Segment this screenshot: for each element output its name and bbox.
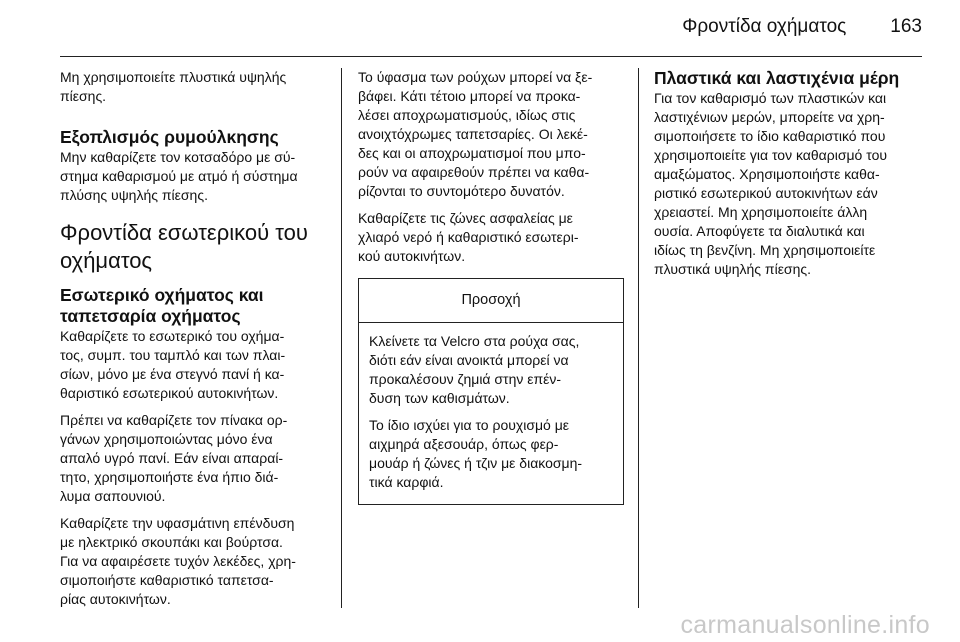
column-2 [358, 68, 624, 505]
column-3 [654, 68, 922, 287]
column-divider-2 [638, 68, 639, 608]
section-title: Φροντίδα εσωτερικού του οχήματος [60, 220, 308, 273]
header-rule [60, 56, 922, 57]
caution-box [358, 278, 624, 505]
watermark: carmanualsonline.info [680, 611, 930, 639]
fabric-paragraph: Το ύφασμα των ρούχων μπορεί να ξε- βάφει. Κάτι τέτοιο μπορεί να προκα- λέσει αποχρωματισμούς, ιδίως στις ανοιχτόχρωμες ταπετσαρίες. Οι λεκέ- δες και οι αποχρωματισμοί που μπο- ρούν να αφαιρεθούν πρέπει να καθα- ρίζονται το συντομότερο δυνατόν. [358, 69, 593, 199]
caution-paragraph-1: Κλείνετε τα Velcro στα ρούχα σας, διότι εάν είναι ανοικτά μπορεί να προκαλέσουν ζημιά στην επέν- δυση των καθισμάτων. [369, 333, 580, 406]
interior-paragraph-3: Καθαρίζετε την υφασμάτινη επένδυση με ηλεκτρικό σκουπάκι και βούρτσα. Για να αφαιρέσετε τυχόν λεκέδες, χρη- σιμοποιήστε καθαριστικό ταπετσα- ρίας αυτοκινήτων. [60, 515, 296, 607]
page-number: 163 [890, 16, 922, 37]
seatbelt-paragraph: Καθαρίζετε τις ζώνες ασφαλείας με χλιαρό νερό ή καθαριστικό εσωτερι- κού αυτοκινήτων. [358, 210, 579, 264]
caution-title: Προσοχή [359, 279, 623, 323]
interior-paragraph-2: Πρέπει να καθαρίζετε τον πίνακα ορ- γάνων χρησιμοποιώντας μόνο ένα απαλό υγρό πανί. Εάν είναι απαραί- τητο, χρησιμοποιήστε ένα ήπιο διά- λυμα σαπουνιού. [60, 412, 288, 504]
plastic-heading: Πλαστικά και λαστιχένια μέρη [654, 68, 900, 88]
page-header [682, 16, 922, 38]
caution-paragraph-2: Το ίδιο ισχύει για το ρουχισμό με αιχμηρά αξεσουάρ, όπως φερ- μουάρ ή ζώνες ή τζιν με διακοσμη- τικά καρφιά. [369, 417, 583, 490]
column-1 [60, 68, 328, 617]
interior-heading: Εσωτερικό οχήματος και ταπετσαρία οχήματος [60, 285, 264, 326]
column-divider-1 [341, 68, 342, 608]
header-title: Φροντίδα οχήματος [682, 16, 847, 37]
caution-body [359, 323, 623, 504]
towing-paragraph: Μην καθαρίζετε τον κοτσαδόρο με σύ- στημα καθαρισμού με ατμό ή σύστημα πλύσης υψηλής πίεσης. [60, 149, 298, 203]
intro-paragraph: Μη χρησιμοποιείτε πλυστικά υψηλής πίεσης. [60, 69, 287, 104]
towing-heading: Εξοπλισμός ρυμούλκησης [60, 127, 279, 147]
plastic-paragraph: Για τον καθαρισμό των πλαστικών και λαστιχένιων μερών, μπορείτε να χρη- σιμοποιήσετε το ίδιο καθαριστικό που χρησιμοποιείτε για τον καθαρισμό του αμαξώματος. Χρησιμοποιήστε καθα- ριστικό εσωτερικού αυτοκινήτων εάν χρειαστεί. Μη χρησιμοποιείτε άλλη ουσία. Αποφύγετε τα διαλυτικά και ιδίως τη βενζίνη. Μη χρησιμοποιείτε πλυστικά υψηλής πίεσης. [654, 90, 888, 277]
interior-paragraph-1: Καθαρίζετε το εσωτερικό του οχήμα- τος, συμπ. του ταμπλό και των πλαι- σίων, μόνο με ένα στεγνό πανί ή κα- θαριστικό εσωτερικού αυτοκινήτων. [60, 328, 286, 401]
